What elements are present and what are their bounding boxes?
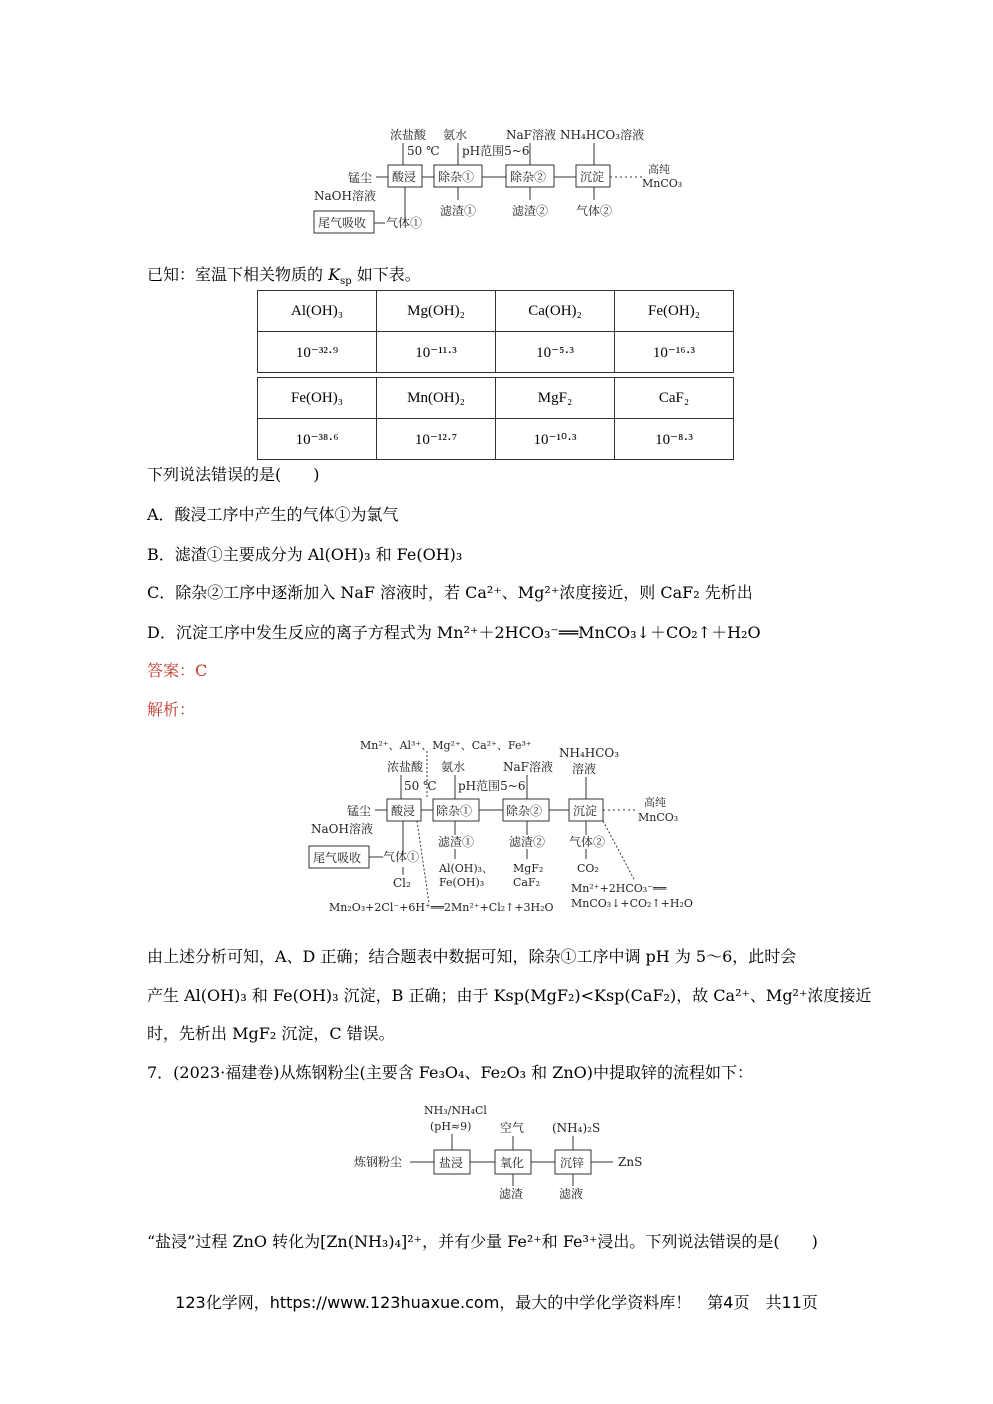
explanation-line1: 由上述分析可知，A、D 正确；结合题表中数据可知，除杂①工序中调 pH 为 5～6，此时会 — [147, 947, 797, 966]
answer-text: 答案：C — [147, 661, 208, 680]
flow1-step3 — [506, 165, 554, 187]
option-a: A．酸浸工序中产生的气体①为氯气 — [147, 505, 399, 524]
table-cell: 10⁻¹⁰·³ — [496, 419, 615, 460]
svg-text:酸浸: 酸浸 — [392, 170, 417, 184]
flow3-product: ZnS — [618, 1155, 643, 1169]
question-text: 下列说法错误的是( ) — [147, 465, 320, 484]
flow2-cl2: Cl₂ — [393, 876, 411, 890]
table-cell: MgF₂ — [496, 378, 615, 419]
flow2-ph: pH范围5~6 — [458, 779, 526, 793]
flow2-eq1: Mn₂O₃+2Cl⁻+6H⁺══2Mn²⁺+Cl₂↑+3H₂O — [329, 901, 554, 914]
flow2-reagent4a: NH₄HCO₃ — [559, 746, 620, 760]
page-footer: 123化学网，https://www.123huaxue.com，最大的中学化学资料库！ 第4页 共11页 — [175, 1293, 818, 1312]
flow3-reagent3: (NH₄)₂S — [552, 1121, 601, 1135]
table-cell: 10⁻¹⁶·³ — [615, 332, 734, 373]
flow1-gas2: 气体② — [576, 204, 613, 218]
flow2-eq2a: Mn²⁺+2HCO₃⁻══ — [571, 882, 667, 895]
flow2-naoh: NaOH溶液 — [311, 822, 373, 836]
flow2-gas2: 气体② — [569, 835, 606, 849]
flow3-step2 — [495, 1150, 531, 1174]
flow2-eq2b: MnCO₃↓+CO₂↑+H₂O — [571, 897, 693, 910]
flow3-step1 — [434, 1150, 470, 1174]
svg-text:氧化: 氧化 — [500, 1156, 525, 1170]
svg-text:除杂②: 除杂② — [510, 170, 547, 184]
flow2-product2: MnCO₃ — [638, 811, 679, 824]
option-d: D．沉淀工序中发生反应的离子方程式为 Mn²⁺＋2HCO₃⁻══MnCO₃↓＋CO₂↑＋H₂O — [147, 623, 761, 642]
flow1-ph: pH范围5~6 — [462, 144, 530, 158]
flow-diagram-3 — [350, 1100, 650, 1205]
question7-title: 7．(2023·福建卷)从炼钢粉尘(主要含 Fe₃O₄、Fe₂O₃ 和 ZnO)中提取锌的流程如下： — [147, 1063, 754, 1082]
flow2-residue2: 滤渣② — [509, 835, 546, 849]
ksp-table — [257, 290, 734, 460]
flow1-gas1: 气体① — [386, 216, 423, 230]
flow2-step4 — [569, 799, 603, 821]
flow2-r1b: Fe(OH)₃ — [439, 876, 485, 889]
flow2-ions: Mn²⁺、Al³⁺、Mg²⁺、Ca²⁺、Fe³⁺ — [360, 739, 532, 752]
flow1-reagent1: 浓盐酸 — [390, 128, 427, 142]
option-c: C．除杂②工序中逐渐加入 NaF 溶液时，若 Ca²⁺、Mg²⁺浓度接近，则 CaF₂ 先析出 — [147, 583, 753, 602]
known-line: 已知：室温下相关物质的 $K_{sp}$ 如下表。 — [147, 265, 421, 288]
flow2-reagent1: 浓盐酸 — [387, 760, 424, 774]
table-row — [258, 378, 734, 419]
flow2-temp: 50 ℃ — [404, 779, 437, 793]
flow2-r2a: MgF₂ — [513, 862, 544, 875]
flow3-filtrate: 滤液 — [559, 1187, 584, 1201]
flow3-reagent1b: (pH≈9) — [430, 1120, 472, 1133]
flow2-waste — [309, 846, 369, 868]
table-row — [258, 332, 734, 373]
flow2-reagent3: NaF溶液 — [503, 760, 553, 774]
table-cell: 10⁻⁸·³ — [615, 419, 734, 460]
flow2-input: 锰尘 — [347, 804, 372, 818]
table-cell: Al(OH)₃ — [258, 291, 377, 332]
explanation-line2: 产生 Al(OH)₃ 和 Fe(OH)₃ 沉淀，B 正确；由于 Ksp(MgF₂)<Ksp(CaF₂)，故 Ca²⁺、Mg²⁺浓度接近 — [147, 986, 872, 1005]
option-b: B．滤渣①主要成分为 Al(OH)₃ 和 Fe(OH)₃ — [147, 545, 463, 564]
svg-text:尾气吸收: 尾气吸收 — [318, 216, 367, 230]
flow1-naoh: NaOH溶液 — [314, 189, 376, 203]
flow2-step3 — [503, 799, 549, 821]
flow1-residue1: 滤渣① — [440, 204, 477, 218]
flow2-gas1: 气体① — [383, 850, 420, 864]
table-cell: Ca(OH)₂ — [496, 291, 615, 332]
question7-text: “盐浸”过程 ZnO 转化为[Zn(NH₃)₄]²⁺，并有少量 Fe²⁺和 Fe³⁺浸出。下列说法错误的是( ) — [147, 1232, 818, 1251]
svg-text:盐浸: 盐浸 — [439, 1156, 464, 1170]
flow1-waste — [314, 211, 374, 233]
flow1-reagent3: NaF溶液 — [506, 128, 556, 142]
table-cell: 10⁻¹²·⁷ — [377, 419, 496, 460]
flow3-step3 — [555, 1150, 591, 1174]
flow2-reagent4b: 溶液 — [572, 762, 597, 776]
table-cell: Fe(OH)₂ — [615, 291, 734, 332]
svg-text:除杂②: 除杂② — [506, 804, 543, 818]
table-row — [258, 419, 734, 460]
table-cell: 10⁻⁵·³ — [496, 332, 615, 373]
svg-text:酸浸: 酸浸 — [391, 804, 416, 818]
flow-diagram-2 — [305, 735, 695, 920]
table-row — [258, 291, 734, 332]
flow2-reagent2: 氨水 — [441, 760, 466, 774]
table-cell: CaF₂ — [615, 378, 734, 419]
table-cell: 10⁻³²·⁹ — [258, 332, 377, 373]
flow2-co2: CO₂ — [577, 862, 599, 875]
flow1-temp: 50 ℃ — [407, 144, 440, 158]
flow1-step2 — [434, 165, 482, 187]
flow3-residue: 滤渣 — [499, 1187, 524, 1201]
ksp-symbol: K — [328, 265, 341, 284]
flow2-product1: 高纯 — [644, 796, 666, 809]
flow1-step1 — [388, 165, 422, 187]
svg-text:沉锌: 沉锌 — [560, 1156, 585, 1170]
flow2-residue1: 滤渣① — [438, 835, 475, 849]
flow1-step4 — [576, 165, 610, 187]
svg-text:尾气吸收: 尾气吸收 — [313, 851, 362, 865]
flow2-step2 — [433, 799, 479, 821]
flow3-reagent2: 空气 — [500, 1121, 525, 1135]
svg-text:除杂①: 除杂① — [438, 170, 475, 184]
flow2-r1a: Al(OH)₃、 — [439, 862, 494, 875]
flow2-r2b: CaF₂ — [513, 876, 541, 889]
flow2-step1 — [387, 799, 421, 821]
flow3-reagent1a: NH₃/NH₄Cl — [424, 1104, 487, 1117]
analysis-label: 解析： — [147, 700, 196, 719]
table-cell: Mg(OH)₂ — [377, 291, 496, 332]
table-cell: 10⁻³⁸·⁶ — [258, 419, 377, 460]
table-cell: Fe(OH)₃ — [258, 378, 377, 419]
flow1-product2: MnCO₃ — [642, 177, 683, 190]
flow3-input: 炼钢粉尘 — [354, 1155, 403, 1169]
explanation-line3: 时，先析出 MgF₂ 沉淀，C 错误。 — [147, 1024, 395, 1043]
flow1-product1: 高纯 — [648, 163, 670, 176]
table-cell: 10⁻¹¹·³ — [377, 332, 496, 373]
flow1-input: 锰尘 — [348, 171, 373, 185]
svg-text:沉淀: 沉淀 — [573, 804, 598, 818]
flow-diagram-1 — [310, 125, 683, 240]
flow1-residue2: 滤渣② — [512, 204, 549, 218]
flow1-reagent4: NH₄HCO₃溶液 — [560, 128, 645, 142]
svg-text:沉淀: 沉淀 — [580, 170, 605, 184]
table-cell: Mn(OH)₂ — [377, 378, 496, 419]
flow1-reagent2: 氨水 — [443, 128, 468, 142]
svg-text:除杂①: 除杂① — [436, 804, 473, 818]
